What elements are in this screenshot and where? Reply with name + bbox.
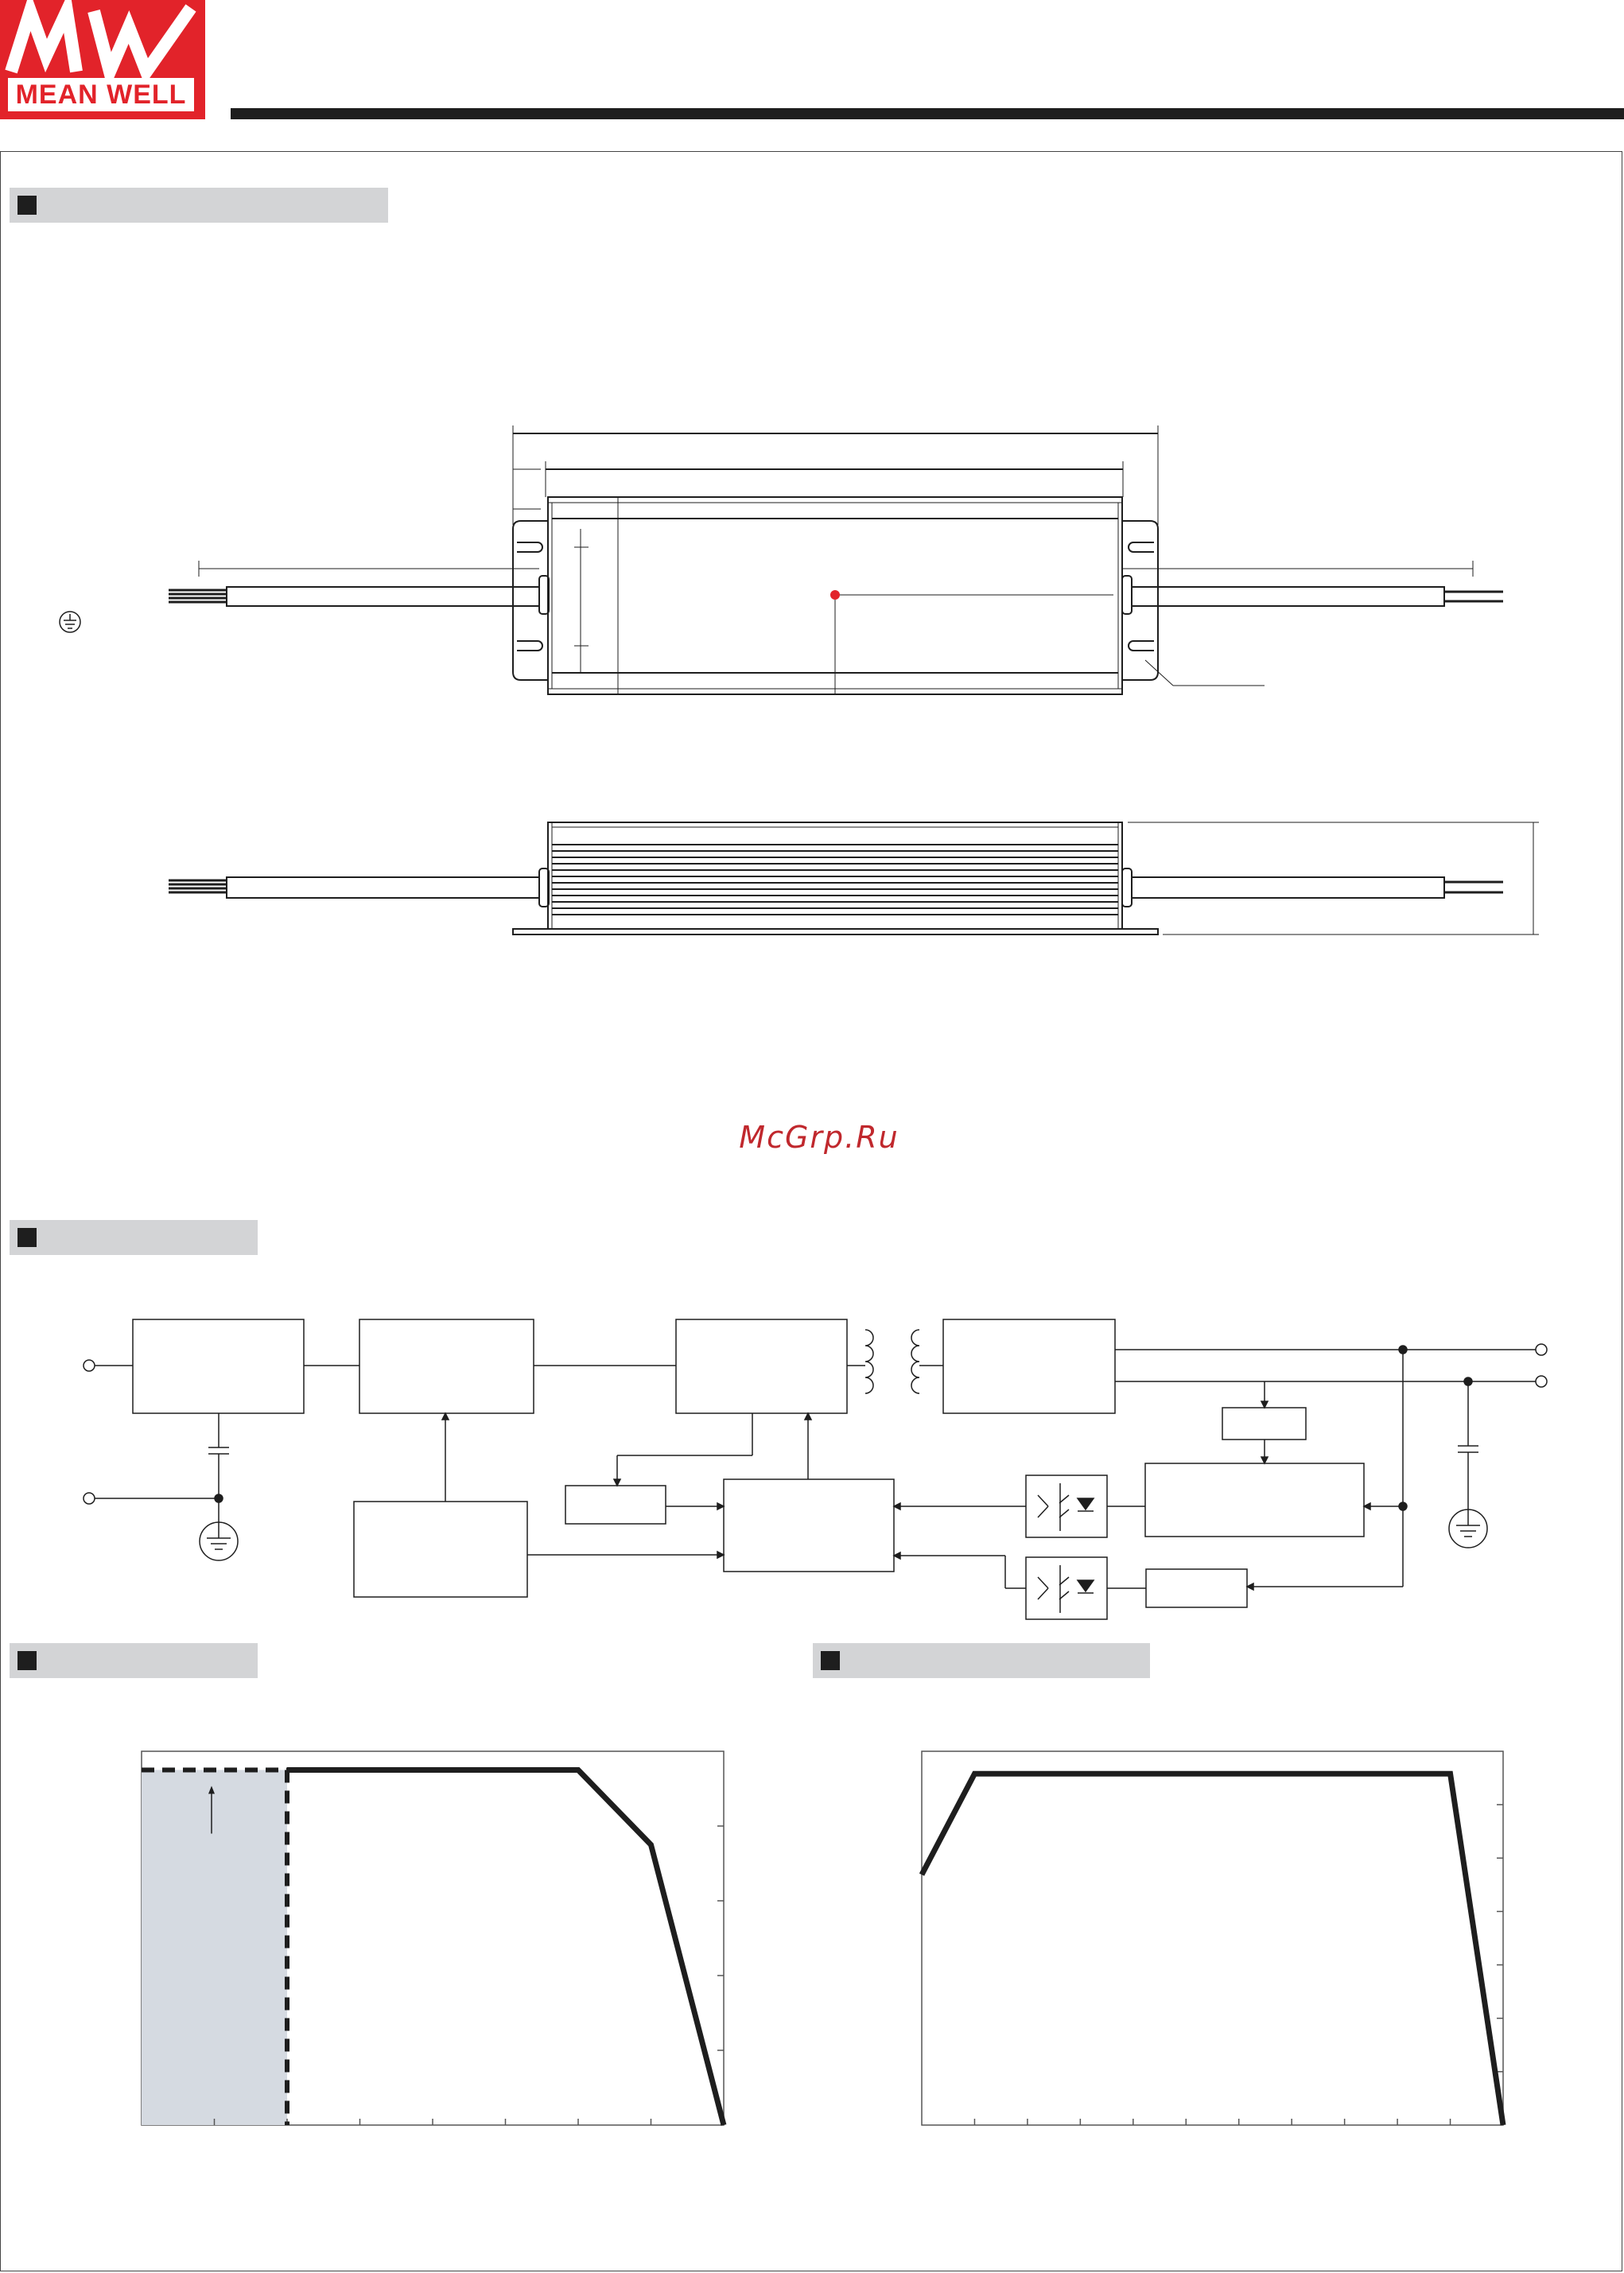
series-line	[922, 1774, 1503, 2125]
chart-frame	[922, 1751, 1503, 2125]
watermark: McGrp.Ru	[739, 1120, 899, 1155]
logo-text: MEAN WELL	[8, 78, 194, 111]
